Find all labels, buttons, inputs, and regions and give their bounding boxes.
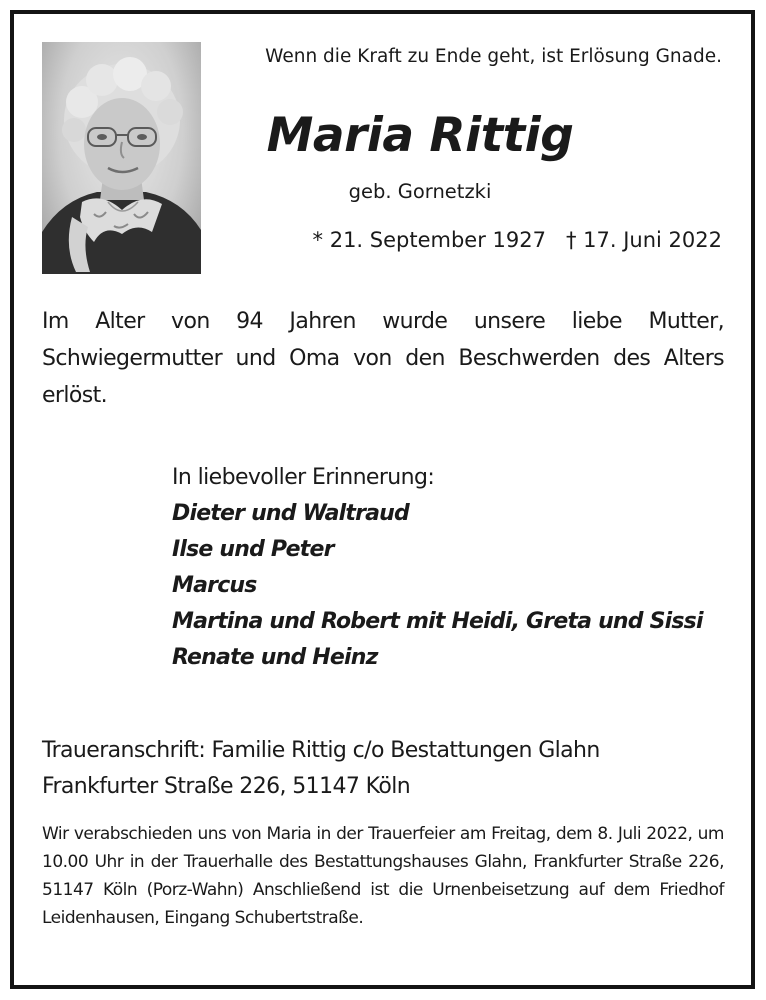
death-date: † 17. Juni 2022: [565, 228, 722, 252]
family-name: Renate und Heinz: [172, 645, 378, 670]
signoff-block: [172, 460, 703, 676]
birth-date: * 21. September 1927: [312, 228, 546, 252]
family-name: Martina und Robert mit Heidi, Greta und Sissi: [172, 609, 703, 634]
address-line-2: Frankfurter Straße 226, 51147 Köln: [42, 774, 411, 799]
family-name: Dieter und Waltraud: [172, 501, 409, 526]
signoff-lead: In liebevoller Erinnerung:: [172, 465, 435, 490]
deceased-name: Maria Rittig: [266, 108, 574, 163]
motto: Wenn die Kraft zu Ende geht, ist Erlösung Gnade.: [265, 46, 722, 67]
family-name: Ilse und Peter: [172, 537, 334, 562]
portrait-image: [42, 42, 201, 274]
maiden-name: geb. Gornetzki: [348, 180, 492, 203]
intro-text: Im Alter von 94 Jahren wurde unsere liebe Mutter, Schwiegermutter und Oma von den Beschwerden des Alters erlöst.: [42, 309, 724, 408]
life-dates: [313, 228, 722, 252]
portrait-photo: [42, 42, 201, 274]
address-line-1: Traueranschrift: Familie Rittig c/o Bestattungen Glahn: [42, 738, 600, 763]
service-text: Wir verabschieden uns von Maria in der Trauerfeier am Freitag, dem 8. Juli 2022, um 10.00 Uhr in der Trauerhalle des Bestattungshauses Glahn, Frankfurter Straße 226, 51147 Köln (Porz-Wahn) Anschließend ist die Urnenbeisetzung auf dem Friedhof Leidenhausen, Eingang Schubertstraße.: [42, 824, 724, 928]
mourning-address: [42, 733, 600, 805]
family-name: Marcus: [172, 573, 257, 598]
